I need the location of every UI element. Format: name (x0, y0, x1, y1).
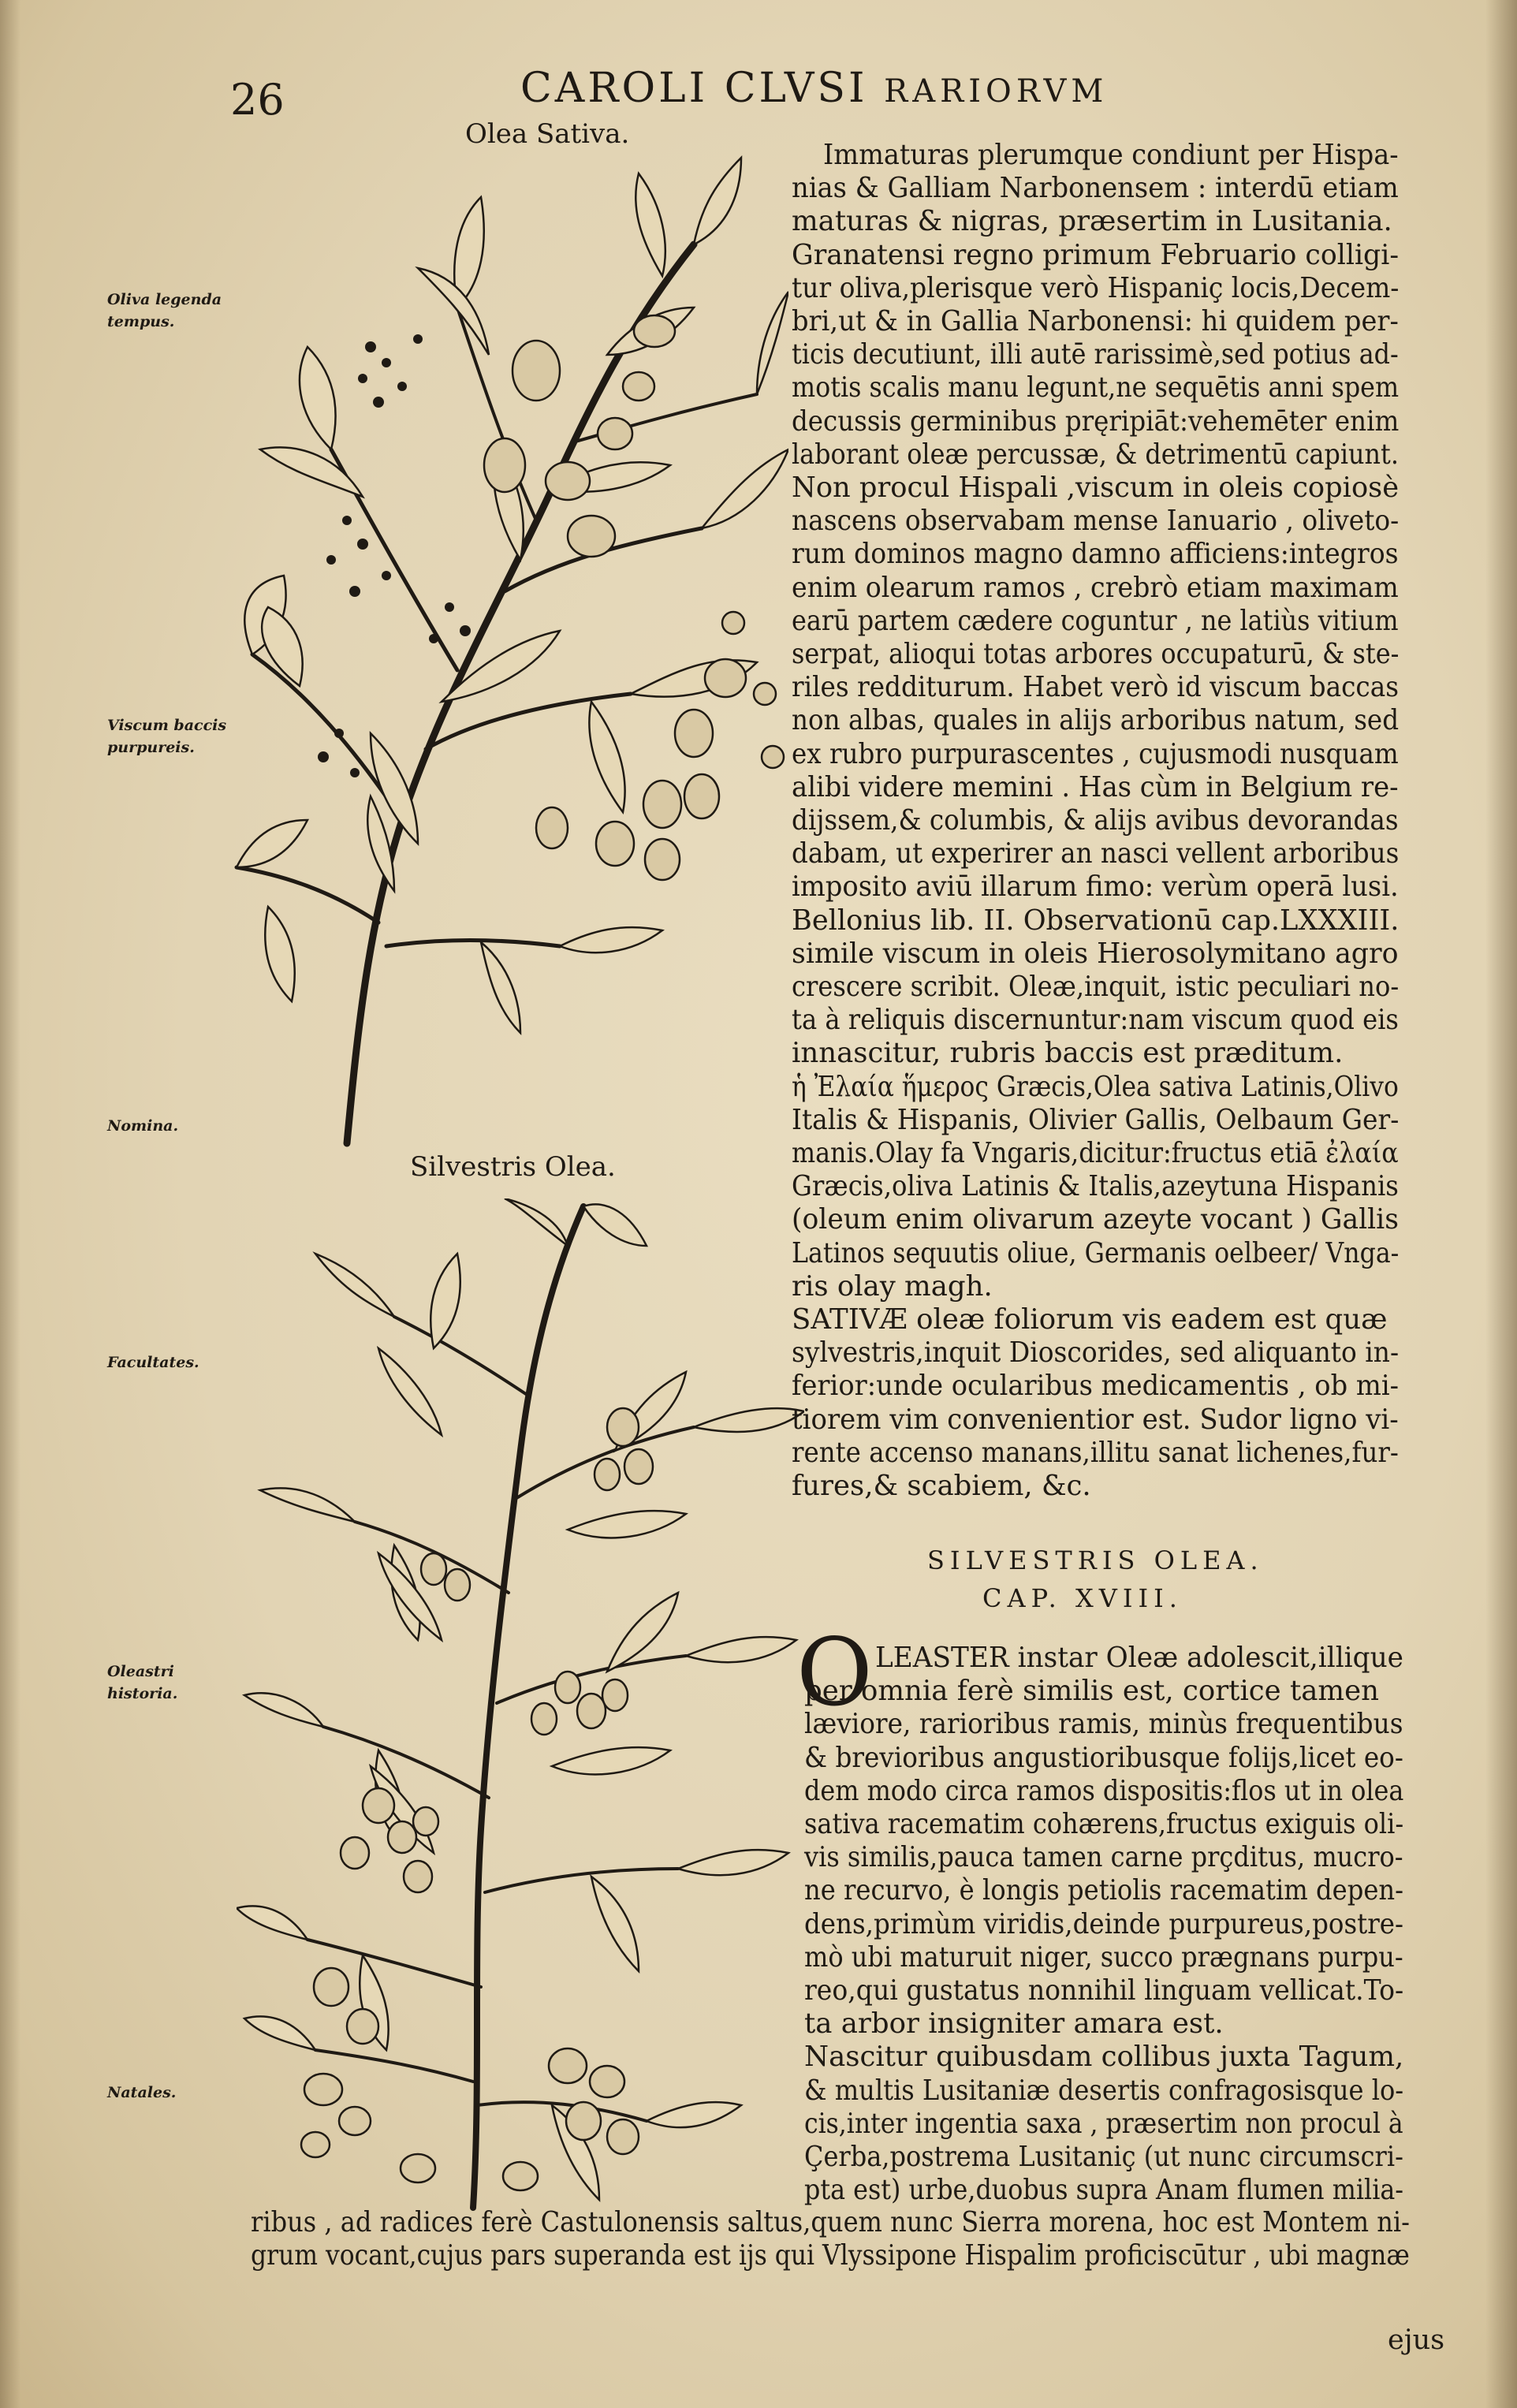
text-line: Immaturas plerumque condiunt per Hispa- (823, 139, 1399, 171)
text-line: tiorem vim convenientior est. Sudor ligno vi- (792, 1403, 1399, 1436)
text-line: SATIVÆ oleæ foliorum vis eadem est quæ (792, 1303, 1388, 1336)
olea-sativa-woodcut (221, 150, 788, 1151)
gutter-shadow (0, 0, 20, 2408)
catchword: ejus (1388, 2324, 1445, 2356)
text-line: manis.Olay fa Vngaris,dicitur:fructus etiā ἐλαία (792, 1137, 1399, 1169)
text-line: Latinos sequutis oliue, Germanis oelbeer/ Vnga- (792, 1236, 1400, 1269)
text-line: serpat, alioqui totas arbores occupaturū, & ste- (792, 638, 1400, 670)
text-line: reo,qui gustatus nonnihil linguam vellicat.To- (804, 1974, 1404, 2007)
text-line: læviore, rarioribus ramis, minùs frequentibus (804, 1708, 1403, 1741)
section-title: SILVESTRIS OLEA. (927, 1545, 1264, 1575)
text-line: sylvestris,inquit Dioscorides, sed aliquanto in- (792, 1336, 1400, 1370)
text-line: innascitur, rubris baccis est præditum. (792, 1037, 1344, 1070)
margin-note-facultates: Facultates. (107, 1354, 199, 1371)
text-line: enim olearum ramos , crebrò etiam maximam (792, 571, 1399, 604)
text-line: rum dominos magno damno afficiens:integros (792, 538, 1399, 571)
text-line: & brevioribus angustioribusque folijs,licet eo- (804, 1741, 1403, 1774)
text-line: alibi videre memini . Has cùm in Belgium re- (792, 770, 1399, 803)
text-line: ne recurvo, è longis petiolis racematim depen- (804, 1874, 1403, 1907)
text-line: dabam, ut experirer an nasci vellent arboribus (792, 837, 1400, 870)
text-line: Çerba,postrema Lusitaniç (ut nunc circumscri- (804, 2141, 1403, 2173)
text-line: fures,& scabiem, &c. (792, 1470, 1091, 1502)
text-line: (oleum enim olivarum azeyte vocant ) Gallis (792, 1203, 1399, 1236)
text-line: ἡ Ἐλαία ἥμερος Græcis,Olea sativa Latinis,Olivo (792, 1070, 1399, 1103)
margin-note-viscum-baccis: Viscum baccis purpureis. (107, 717, 227, 756)
illustration-caption-olea-sativa: Olea Sativa. (465, 118, 630, 150)
text-line: grum vocant,cujus pars superanda est ijs qui Vlyssipone Hispalim proficiscūtur , ubi magnæ (251, 2239, 1410, 2272)
text-line: sativa racematim cohærens,fructus exiguis oli- (804, 1808, 1404, 1840)
margin-note-natales: Natales. (107, 2084, 177, 2101)
running-head-main: CAROLI CLVSI (520, 65, 868, 112)
text-line: Non procul Hispali ,viscum in oleis copiosè (792, 472, 1400, 504)
running-head-small: RARIORVM (884, 73, 1109, 110)
text-line: pta est) urbe,duobus supra Anam flumen milia- (804, 2174, 1404, 2207)
text-line: dens,primùm viridis,deinde purpureus,postre- (804, 1907, 1403, 1940)
text-line: mò ubi maturuit niger, succo prægnans purpu- (804, 1940, 1403, 1974)
text-line: Græcis,oliva Latinis & Italis,azeytuna Hispanis (792, 1170, 1399, 1203)
text-line: non albas, quales in alijs arboribus natum, sed (792, 704, 1400, 737)
text-line: nascens observabam mense Ianuario , oliveto- (792, 505, 1400, 538)
text-line: LEASTER instar Oleæ adolescit,illique (875, 1642, 1403, 1674)
text-line: tur oliva,plerisque verò Hispaniç locis,Decem- (792, 271, 1400, 304)
running-head (520, 65, 1108, 112)
margin-note-nomina: Nomina. (107, 1117, 179, 1135)
illustration-caption-silvestris-olea: Silvestris Olea. (410, 1151, 616, 1183)
text-line: earū partem cædere coguntur , ne latiùs vitium (792, 604, 1399, 637)
text-line: Bellonius lib. II. Observationū cap.LXXXIII. (792, 904, 1400, 937)
page-number: 26 (230, 75, 285, 125)
silvestris-olea-woodcut (237, 1198, 804, 2216)
text-line: per omnia ferè similis est, cortice tamen (804, 1675, 1379, 1708)
text-line: decussis germinibus pręripiāt:vehemēter enim (792, 404, 1400, 438)
text-line: ferior:unde ocularibus medicamentis , ob mi- (792, 1370, 1399, 1403)
text-line: motis scalis manu legunt,ne sequētis anni spem (792, 371, 1400, 404)
text-line: ex rubro purpurascentes , cujusmodi nusquam (792, 737, 1399, 770)
margin-note-oliva-legenda: Oliva legenda tempus. (107, 291, 222, 330)
text-line: nias & Galliam Narbonensem : interdū etiam (792, 172, 1399, 205)
text-line: & multis Lusitaniæ desertis confragosisque lo- (804, 2074, 1404, 2107)
margin-note-oleastri-historia: Oleastri historia. (107, 1663, 178, 1702)
chapter-number: CAP. XVIII. (982, 1583, 1183, 1613)
text-line: laborant oleæ percussæ, & detrimentū capiunt. (792, 438, 1399, 471)
text-line: ribus , ad radices ferè Castulonensis saltus,quem nunc Sierra morena, hoc est Montem ni- (251, 2206, 1410, 2238)
text-line: ris olay magh. (792, 1269, 993, 1303)
text-line: dijssem,& columbis, & alijs avibus devorandas (792, 804, 1399, 837)
text-line: bri,ut & in Gallia Narbonensi: hi quidem per- (792, 305, 1399, 337)
text-line: maturas & nigras, præsertim in Lusitania. (792, 205, 1392, 238)
text-line: dem modo circa ramos dispositis:flos ut in olea (804, 1774, 1404, 1807)
text-line: simile viscum in oleis Hierosolymitano agro (792, 937, 1399, 970)
text-line: riles redditurum. Habet verò id viscum baccas (792, 671, 1399, 704)
text-line: Granatensi regno primum Februario colligi- (792, 238, 1400, 271)
page-edge-shadow (1485, 0, 1517, 2408)
text-line: Italis & Hispanis, Olivier Gallis, Oelbaum Ger- (792, 1103, 1400, 1136)
text-line: rente accenso manans,illitu sanat lichenes,fur- (792, 1436, 1399, 1469)
text-line: cis,inter ingentia saxa , præsertim non procul à (804, 2107, 1403, 2140)
text-line: ticis decutiunt, illi autē rarissimè,sed potius ad- (792, 338, 1399, 371)
text-line: ta arbor insigniter amara est. (804, 2007, 1224, 2041)
text-line: imposito aviū illarum fimo: verùm operā lusi. (792, 870, 1399, 904)
text-line: vis similis,pauca tamen carne prçditus, mucro- (804, 1841, 1403, 1874)
text-line: ta à reliquis discernuntur:nam viscum quod eis (792, 1004, 1399, 1037)
drop-cap-initial: O (796, 1618, 873, 1727)
text-line: crescere scribit. Oleæ,inquit, istic peculiari no- (792, 971, 1400, 1003)
text-line: Nascitur quibusdam collibus juxta Tagum, (804, 2041, 1404, 2074)
